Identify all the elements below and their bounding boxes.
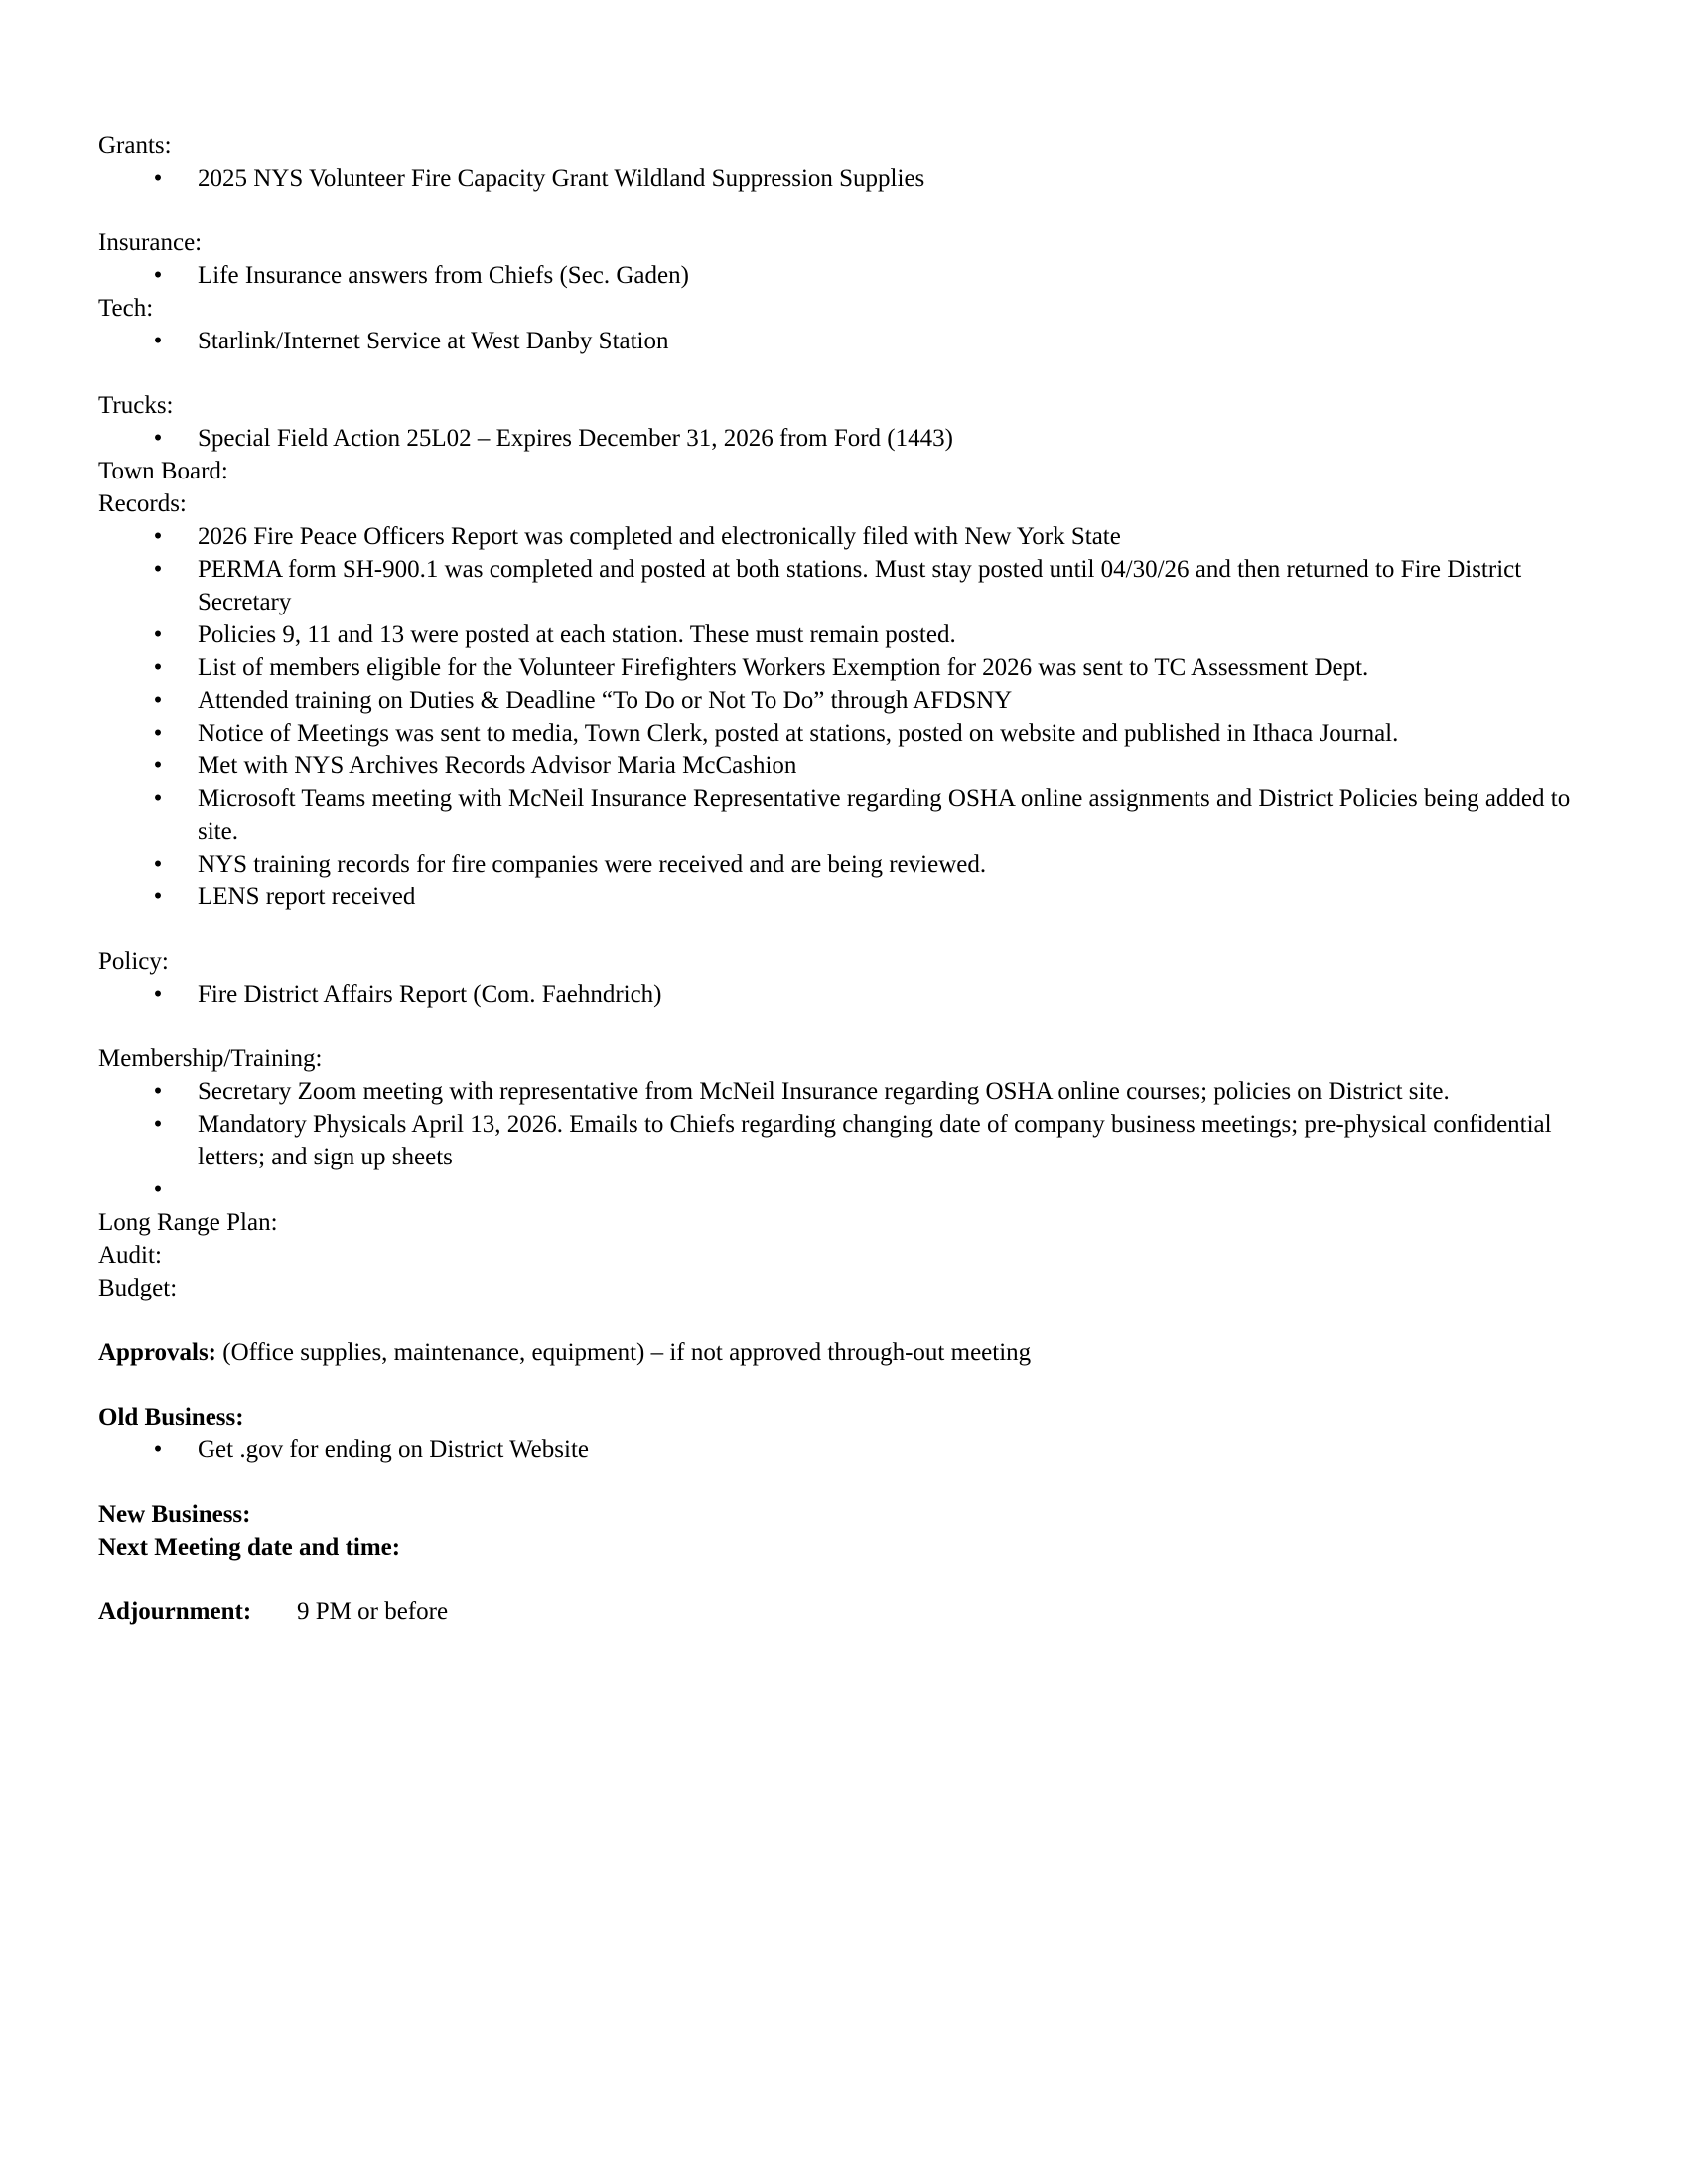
bullet-icon: • <box>153 328 163 354</box>
list-item: • Mandatory Physicals April 13, 2026. Emails to Chiefs regarding changing date of company business meetings; pre-physical confidential letters; and sign up sheets <box>98 1108 1588 1173</box>
bullet-icon: • <box>153 884 163 910</box>
bullet-icon: • <box>153 1436 163 1463</box>
audit-heading: Audit: <box>98 1242 162 1269</box>
bullet-icon: • <box>153 621 163 648</box>
list-item: • 2025 NYS Volunteer Fire Capacity Grant Wildland Suppression Supplies <box>98 162 1588 195</box>
grants-list <box>98 162 1588 195</box>
list-item: • LENS report received <box>98 881 1588 913</box>
insurance-list <box>98 259 1588 292</box>
list-item: • Fire District Affairs Report (Com. Faehndrich) <box>98 978 1588 1011</box>
bullet-icon: • <box>153 165 163 192</box>
list-item: • Attended training on Duties & Deadline “To Do or Not To Do” through AFDSNY <box>98 684 1588 717</box>
bullet-icon: • <box>153 687 163 714</box>
list-item: • Life Insurance answers from Chiefs (Sec. Gaden) <box>98 259 1588 292</box>
list-item: • Microsoft Teams meeting with McNeil Insurance Representative regarding OSHA online assignments and District Policies being added to site. <box>98 782 1588 848</box>
bullet-icon: • <box>153 425 163 452</box>
bullet-icon: • <box>153 654 163 681</box>
policy-list <box>98 978 1588 1011</box>
list-item: • NYS training records for fire companies were received and are being reviewed. <box>98 848 1588 881</box>
bullet-icon: • <box>153 981 163 1008</box>
adjournment-line <box>98 1595 1588 1628</box>
bullet-icon: • <box>153 785 163 812</box>
list-item: • 2026 Fire Peace Officers Report was completed and electronically filed with New York State <box>98 520 1588 553</box>
bullet-icon: • <box>153 1111 163 1138</box>
policy-heading: Policy: <box>98 948 169 975</box>
next-meeting-heading: Next Meeting date and time: <box>98 1534 401 1561</box>
approvals-label: Approvals: <box>98 1339 217 1366</box>
tech-heading: Tech: <box>98 295 154 322</box>
records-list <box>98 520 1588 913</box>
trucks-heading: Trucks: <box>98 392 174 419</box>
document-page <box>98 129 1588 1628</box>
adjournment-label: Adjournment: <box>98 1598 252 1625</box>
list-item: • Secretary Zoom meeting with representative from McNeil Insurance regarding OSHA online courses; policies on District site. <box>98 1075 1588 1108</box>
list-item: • List of members eligible for the Volunteer Firefighters Workers Exemption for 2026 was sent to TC Assessment Dept. <box>98 651 1588 684</box>
list-item: • Get .gov for ending on District Website <box>98 1433 1588 1466</box>
long-range-plan-heading: Long Range Plan: <box>98 1209 278 1236</box>
list-item: • Special Field Action 25L02 – Expires December 31, 2026 from Ford (1443) <box>98 422 1588 455</box>
list-item <box>98 1173 1588 1206</box>
bullet-icon: • <box>153 556 163 583</box>
new-business-heading: New Business: <box>98 1501 251 1528</box>
list-item: • PERMA form SH-900.1 was completed and posted at both stations. Must stay posted until 04/30/26 and then returned to Fire District Secretary <box>98 553 1588 618</box>
bullet-icon: • <box>153 1176 163 1203</box>
bullet-icon: • <box>153 523 163 550</box>
list-item: • Notice of Meetings was sent to media, Town Clerk, posted at stations, posted on website and published in Ithaca Journal. <box>98 717 1588 750</box>
list-item: • Met with NYS Archives Records Advisor Maria McCashion <box>98 750 1588 782</box>
approvals-text: (Office supplies, maintenance, equipment) – if not approved through-out meeting <box>216 1339 1032 1366</box>
trucks-list <box>98 422 1588 455</box>
adjournment-text: 9 PM or before <box>297 1598 449 1625</box>
membership-list <box>98 1075 1588 1206</box>
list-item: • Starlink/Internet Service at West Danby Station <box>98 325 1588 357</box>
budget-heading: Budget: <box>98 1275 178 1301</box>
grants-heading: Grants: <box>98 132 172 159</box>
approvals-line <box>98 1336 1588 1369</box>
bullet-icon: • <box>153 1078 163 1105</box>
tech-list <box>98 325 1588 357</box>
old-business-heading: Old Business: <box>98 1404 244 1431</box>
records-heading: Records: <box>98 490 187 517</box>
insurance-heading: Insurance: <box>98 229 203 256</box>
bullet-icon: • <box>153 752 163 779</box>
membership-heading: Membership/Training: <box>98 1045 323 1072</box>
town-board-heading: Town Board: <box>98 458 228 484</box>
bullet-icon: • <box>153 262 163 289</box>
old-business-list <box>98 1433 1588 1466</box>
list-item: • Policies 9, 11 and 13 were posted at each station. These must remain posted. <box>98 618 1588 651</box>
bullet-icon: • <box>153 851 163 878</box>
bullet-icon: • <box>153 720 163 747</box>
